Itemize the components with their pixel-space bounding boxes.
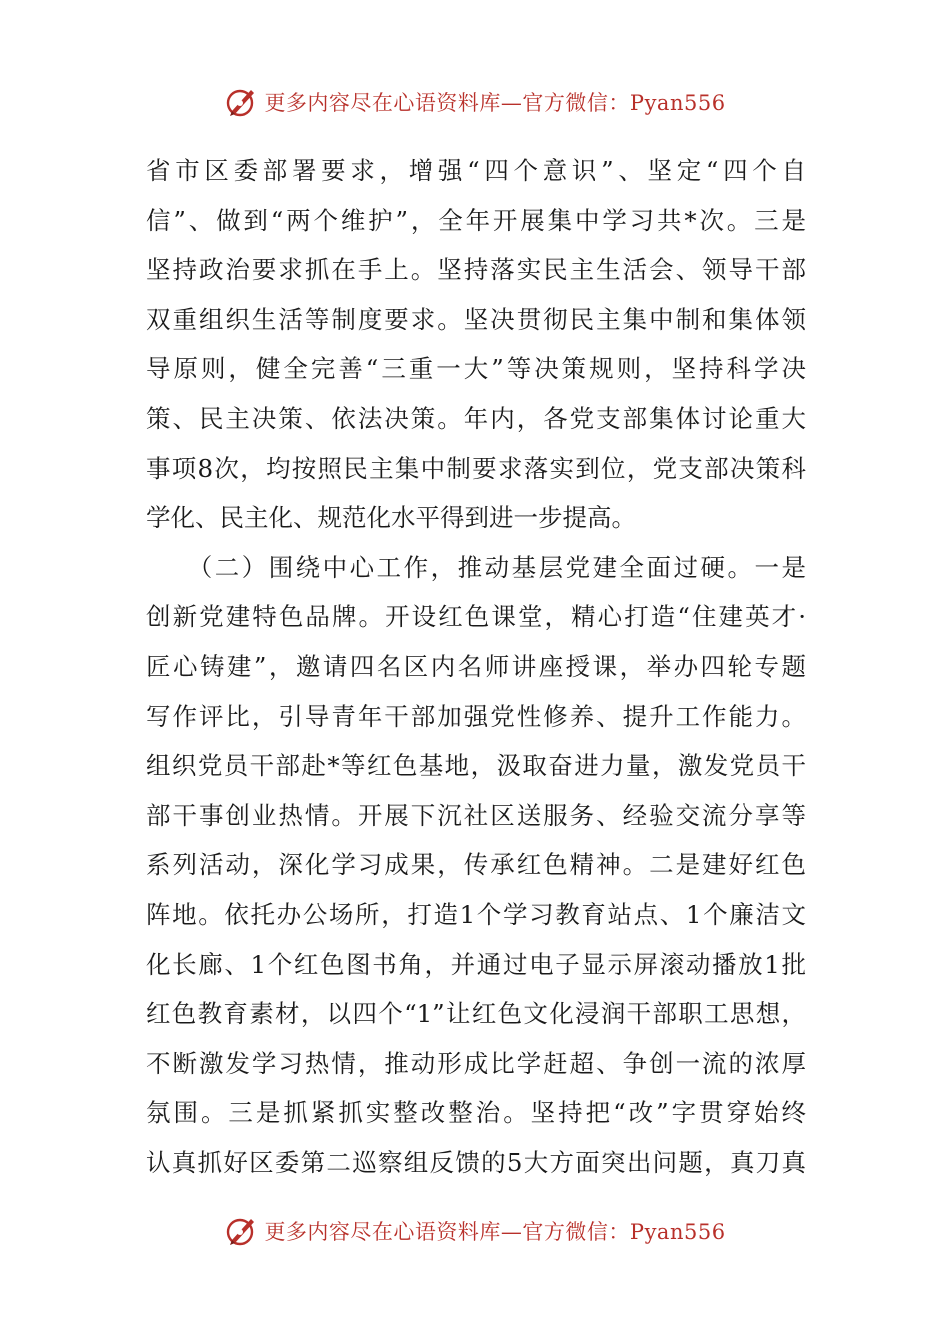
body-line: 系列活动，深化学习成果，传承红色精神。二是建好红色 xyxy=(146,850,806,880)
body-line: 认真抓好区委第二巡察组反馈的5大方面突出问题，真刀真 xyxy=(146,1147,806,1177)
body-line: 阵地。依托办公场所，打造1个学习教育站点、1个廉洁文 xyxy=(146,899,806,929)
body-line: 不断激发学习热情，推动形成比学赶超、争创一流的浓厚 xyxy=(146,1048,806,1078)
document-body xyxy=(146,146,806,1187)
footer-banner xyxy=(0,1211,950,1251)
body-line: 双重组织生活等制度要求。坚决贯彻民主集中制和集体领 xyxy=(146,304,806,334)
body-line: 学化、民主化、规范化水平得到进一步提高。 xyxy=(146,503,636,533)
footer-banner-text: 更多内容尽在心语资料库—官方微信：Pyan556 xyxy=(264,1220,726,1244)
body-line: 事项8次，均按照民主集中制要求落实到位，党支部决策科 xyxy=(146,453,806,483)
body-line: 策、民主决策、依法决策。年内，各党支部集体讨论重大 xyxy=(146,403,806,433)
header-banner xyxy=(0,82,950,122)
body-line: 氛围。三是抓紧抓实整改整治。坚持把“改”字贯穿始终 xyxy=(146,1098,806,1128)
body-line: 部干事创业热情。开展下沉社区送服务、经验交流分享等 xyxy=(146,800,806,830)
body-line: （二）围绕中心工作，推动基层党建全面过硬。一是 xyxy=(146,552,806,582)
header-banner-text: 更多内容尽在心语资料库—官方微信：Pyan556 xyxy=(264,91,726,115)
body-line: 组织党员干部赴*等红色基地，汲取奋进力量，激发党员干 xyxy=(146,751,806,781)
body-line: 省市区委部署要求，增强“四个意识”、坚定“四个自 xyxy=(146,156,806,185)
body-line: 导原则，健全完善“三重一大”等决策规则，坚持科学决 xyxy=(146,354,806,384)
body-line: 化长廊、1个红色图书角，并通过电子显示屏滚动播放1批 xyxy=(146,949,806,979)
pen-circle-logo-icon xyxy=(224,1214,258,1248)
body-line: 红色教育素材，以四个“1”让红色文化浸润干部职工思想， xyxy=(146,999,806,1029)
body-line: 创新党建特色品牌。开设红色课堂，精心打造“住建英才· xyxy=(146,602,806,632)
body-line: 信”、做到“两个维护”，全年开展集中学习共*次。三是 xyxy=(146,205,806,235)
pen-circle-logo-icon xyxy=(224,85,258,119)
body-line: 写作评比，引导青年干部加强党性修养、提升工作能力。 xyxy=(146,701,806,731)
body-line: 匠心铸建”，邀请四名区内名师讲座授课，举办四轮专题 xyxy=(146,651,806,681)
body-line: 坚持政治要求抓在手上。坚持落实民主生活会、领导干部 xyxy=(146,255,806,285)
